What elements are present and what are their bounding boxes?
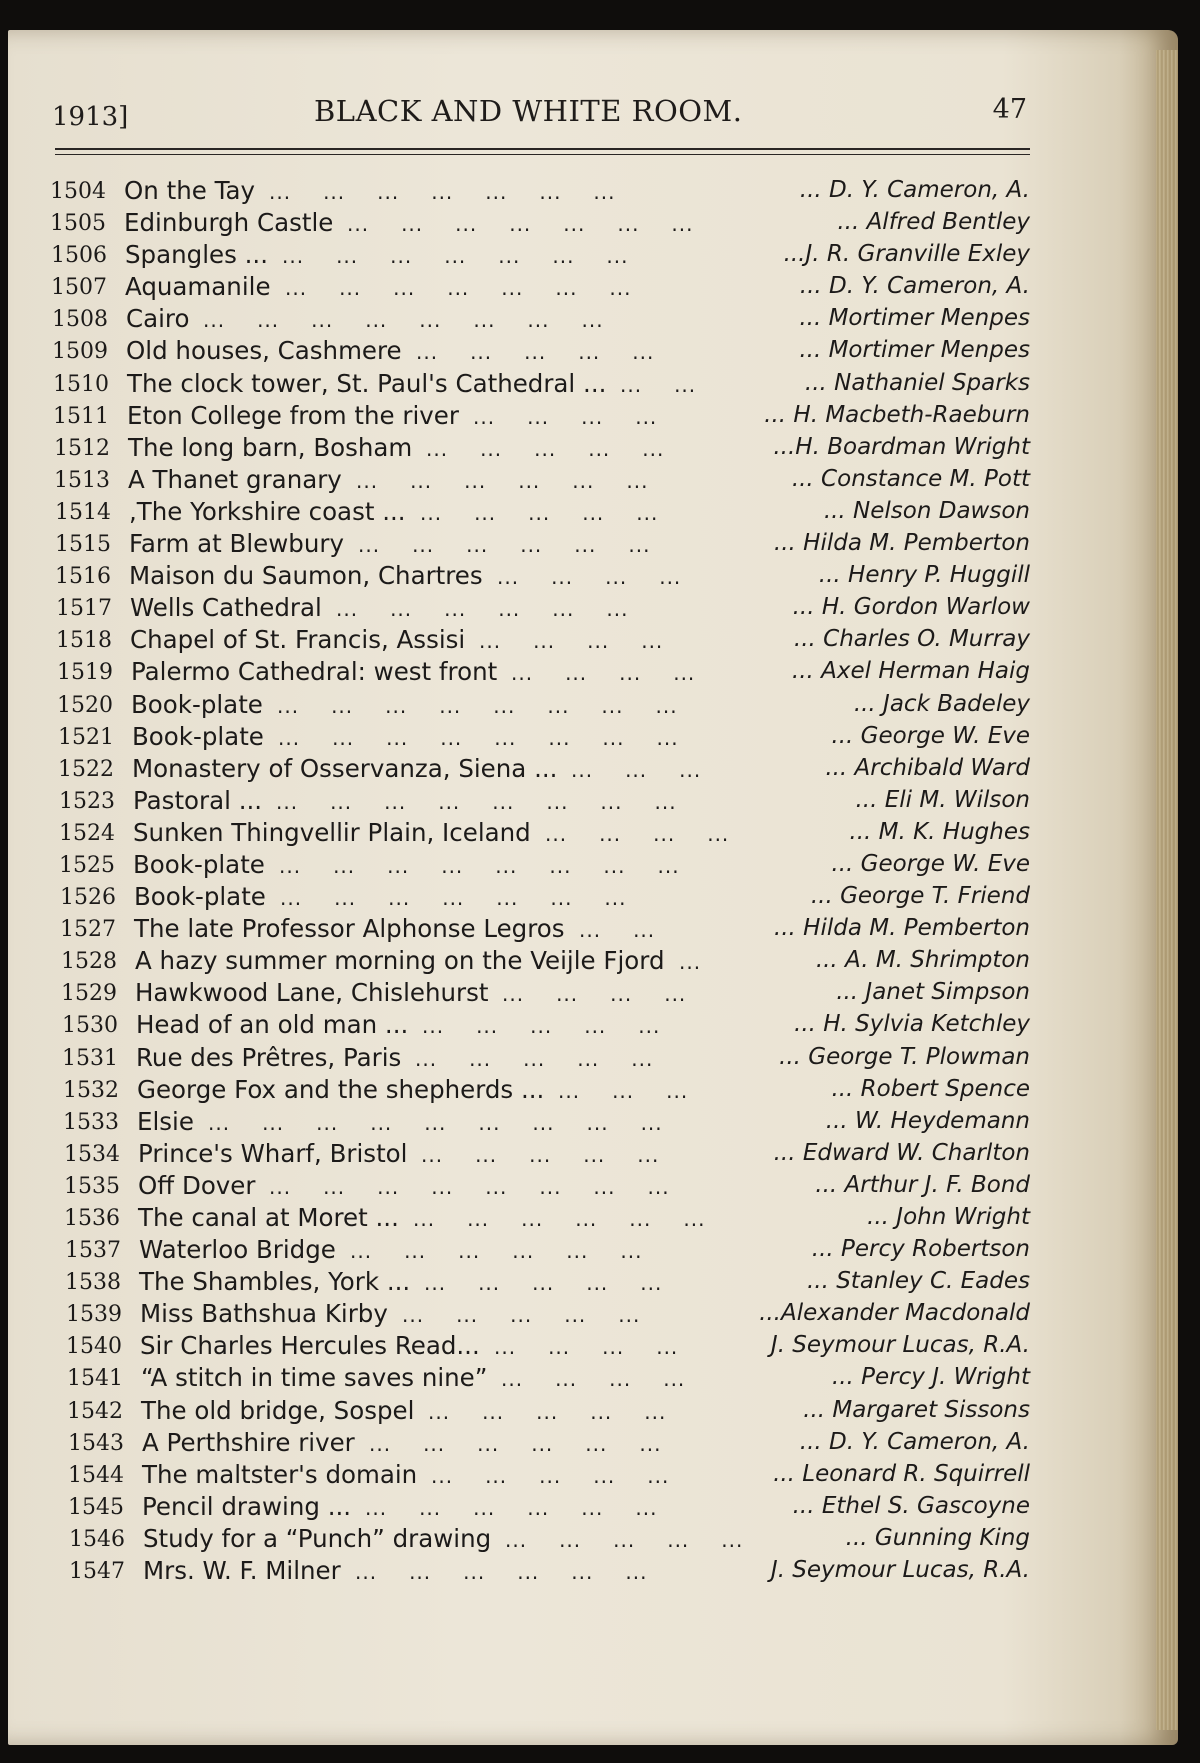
entry-title: Spangles ... [125,240,268,270]
entry-artist: ... Janet Simpson [836,979,1030,1006]
entry-title: George Fox and the shepherds ... [137,1074,545,1104]
catalogue-entry [53,369,1040,401]
entry-number: 1520 [57,692,113,718]
catalogue-entry [63,1075,1040,1107]
catalogue-entry [56,625,1040,657]
entry-number: 1523 [59,788,115,814]
leader-dots: ... ... ... ... [501,1367,686,1392]
entry-number: 1535 [64,1173,120,1199]
entry-title: Book-plate [131,689,263,719]
running-header [52,82,1032,138]
leader-dots: ... ... ... ... ... ... ... [269,180,616,204]
entry-artist: ... George T. Friend [810,883,1030,910]
leader-dots: ... ... ... ... ... ... [369,1431,662,1456]
entry-artist: ... Jack Badeley [853,690,1030,717]
catalogue-entry [65,1235,1040,1267]
entry-title: Wells Cathedral [130,593,322,623]
entry-title: Off Dover [138,1170,256,1200]
catalogue-entry [59,786,1040,818]
catalogue-entry [54,465,1040,497]
entry-artist: ... D. Y. Cameron, A. [799,177,1030,203]
entry-title: Sir Charles Hercules Read... [140,1331,480,1361]
entry-title: Aquamanile [125,272,271,302]
entry-number: 1521 [58,724,114,750]
entry-number: 1511 [53,403,109,429]
catalogue-entry [52,304,1040,336]
entry-artist: ... Percy Robertson [811,1236,1030,1263]
entry-title: Sunken Thingvellir Plain, Iceland [133,817,531,847]
entry-number: 1504 [50,179,106,204]
entry-number: 1542 [67,1398,123,1424]
catalogue-entry [66,1299,1040,1331]
entry-number: 1508 [52,307,108,333]
entry-title: Book-plate [132,721,264,751]
entry-title: The long barn, Bosham [128,432,413,462]
leader-dots: ... ... ... ... [473,404,658,429]
entry-artist: ... Alfred Bentley [837,209,1030,236]
catalogue-entry [64,1171,1040,1203]
entry-artist: ... H. Macbeth-Raeburn [764,401,1030,428]
leader-dots: ... ... ... ... ... ... [336,597,629,622]
catalogue-entry [59,850,1040,882]
leader-dots: ... ... ... ... [545,821,730,846]
entry-title: A hazy summer morning on the Veijle Fjord [135,946,665,976]
catalogue-entry [60,882,1040,914]
entry-title: Miss Bathshua Kirby [140,1299,388,1329]
entry-artist: ... Gunning King [845,1524,1030,1551]
entry-artist: ... Leonard R. Squirrell [773,1460,1030,1487]
catalogue-entry [54,433,1040,465]
catalogue-entry [57,690,1040,722]
entry-title: Book-plate [133,849,265,879]
entry-number: 1538 [65,1270,121,1296]
entry-title: The late Professor Alphonse Legros [134,914,565,944]
entry-artist: ... Robert Spence [831,1075,1030,1102]
entry-artist: ... Eli M. Wilson [855,786,1030,813]
header-rule-thin [55,154,1030,155]
entry-artist: ... Edward W. Charlton [773,1139,1030,1166]
entry-title: Farm at Blewbury [129,529,344,559]
entry-number: 1506 [51,243,107,269]
catalogue-entry [59,818,1040,850]
catalogue-entry [63,1107,1040,1139]
leader-dots: ... ... ... ... ... ... ... [282,244,629,269]
entry-artist: ... D. Y. Cameron, A. [799,1428,1030,1455]
catalogue-entry [69,1524,1040,1556]
leader-dots: ... ... ... ... ... [431,1463,670,1488]
leader-dots: ... ... ... ... ... ... [358,533,651,558]
entry-number: 1519 [57,660,113,686]
entry-artist: ... Arthur J. F. Bond [815,1171,1030,1198]
entry-artist: ... H. Sylvia Ketchley [794,1011,1030,1038]
entry-artist: ... Mortimer Menpes [799,305,1030,332]
entry-number: 1524 [59,820,115,846]
catalogue-entry [62,1043,1040,1075]
entry-title: Old houses, Cashmere [126,336,402,366]
entry-title: The maltster's domain [142,1459,418,1489]
catalogue-entry [65,1267,1040,1299]
entry-artist: ... Henry P. Huggill [818,562,1030,589]
catalogue-entry [60,914,1040,946]
entry-title: The Shambles, York ... [139,1267,411,1297]
entry-title: The canal at Moret ... [138,1203,399,1232]
entry-number: 1529 [61,981,117,1007]
leader-dots: ... ... ... ... ... ... ... [347,212,694,237]
entry-title: Maison du Saumon, Chartres [129,561,483,591]
entry-number: 1532 [63,1077,119,1103]
leader-dots: ... ... ... ... ... [422,1014,661,1039]
entry-artist: ... Hilda M. Pemberton [773,915,1030,942]
entry-number: 1516 [55,564,111,590]
leader-dots: ... ... ... ... ... ... [355,1560,648,1585]
entry-title: Study for a “Punch” drawing [143,1523,492,1553]
catalogue-entry [51,272,1040,304]
entry-title: Mrs. W. F. Milner [143,1556,341,1586]
catalogue-entry [67,1396,1040,1428]
leader-dots: ... ... ... ... ... [421,1142,660,1167]
entry-artist: ... John Wright [867,1204,1030,1230]
entry-artist: ... Stanley C. Eades [806,1268,1030,1295]
leader-dots: ... ... ... ... ... [424,1271,663,1296]
entry-artist: ... Charles O. Murray [793,626,1030,653]
entry-number: 1543 [68,1430,124,1456]
entry-artist: ... George W. Eve [831,850,1030,877]
entry-artist: ... George W. Eve [831,722,1030,749]
catalogue-entry [68,1492,1040,1524]
entry-title: Rue des Prêtres, Paris [136,1042,402,1072]
leader-dots: ... ... ... ... ... ... ... [280,886,627,911]
catalogue-entry [67,1363,1040,1395]
entry-artist: ... H. Gordon Warlow [792,594,1030,621]
entry-title: Edinburgh Castle [124,208,334,238]
catalogue-entry [64,1203,1040,1235]
entry-number: 1544 [68,1462,124,1488]
leader-dots: ... ... ... ... ... ... ... ... [279,853,680,878]
leader-dots: ... ... ... ... ... [426,436,665,461]
entry-number: 1517 [56,596,112,622]
entry-artist: ... A. M. Shrimpton [815,947,1030,974]
catalogue-entry [68,1428,1040,1460]
entry-title: Prince's Wharf, Bristol [138,1138,408,1168]
entry-title: A Perthshire river [142,1427,355,1457]
entry-number: 1522 [58,756,114,782]
entry-artist: ... Nathaniel Sparks [804,369,1030,396]
entry-number: 1514 [55,499,111,525]
entry-title: Pencil drawing ... [142,1491,352,1521]
leader-dots: ... ... ... ... ... ... ... [285,276,632,301]
entry-artist: ... M. K. Hughes [849,818,1030,845]
leader-dots: ... ... [579,918,656,943]
leader-dots: ... [679,950,702,975]
entry-number: 1547 [69,1559,125,1585]
entry-artist: ...J. R. Granville Exley [783,241,1030,268]
catalogue-entry [50,176,1040,208]
entry-number: 1513 [54,467,110,493]
catalogue-entry [53,401,1040,433]
leader-dots: ... ... ... ... [494,1335,679,1360]
leader-dots: ... ... ... ... ... [416,340,655,365]
entry-number: 1505 [50,211,106,237]
entry-title: Palermo Cathedral: west front [131,657,498,687]
entry-number: 1510 [53,371,109,397]
entry-title: On the Tay [124,176,256,205]
entry-title: Book-plate [134,882,266,912]
entry-artist: ...H. Boardman Wright [773,433,1030,460]
entry-number: 1526 [60,885,116,911]
entry-number: 1530 [62,1013,118,1039]
entry-title: Waterloo Bridge [139,1235,336,1265]
leader-dots: ... ... ... ... [497,565,682,590]
entry-title: The old bridge, Sospel [141,1395,415,1425]
leader-dots: ... ... ... ... ... ... ... ... [278,725,679,750]
entry-number: 1512 [54,435,110,461]
catalogue-entry [62,1010,1040,1042]
leader-dots: ... ... ... [571,757,702,782]
entry-number: 1541 [67,1366,123,1392]
entry-number: 1507 [51,275,107,301]
leader-dots: ... ... ... ... ... [415,1046,654,1071]
catalogue-entry [55,497,1040,529]
entry-title: Monastery of Osservanza, Siena ... [132,753,558,783]
leader-dots: ... ... ... ... ... ... ... ... [277,693,678,718]
leader-dots: ... ... ... ... ... ... [356,468,649,493]
entry-number: 1540 [66,1334,122,1360]
entry-artist: ... Margaret Sissons [803,1396,1030,1423]
entry-title: Chapel of St. Francis, Assisi [130,625,466,655]
catalogue-entry [58,754,1040,786]
leader-dots: ... ... ... ... [502,982,687,1007]
leader-dots: ... ... ... ... ... [428,1399,667,1424]
entry-title: Eton College from the river [127,400,459,430]
entry-number: 1528 [61,949,117,975]
leader-dots: ... ... ... ... ... [420,500,659,525]
entry-artist: ... Axel Herman Haig [791,658,1030,685]
entry-title: A Thanet granary [128,464,342,494]
entry-number: 1527 [60,917,116,943]
header-year: 1913] [52,102,129,132]
entry-artist: J. Seymour Lucas, R.A. [770,1332,1030,1359]
catalogue-entry [55,529,1040,561]
entry-title: Hawkwood Lane, Chislehurst [135,978,489,1008]
leader-dots: ... ... ... ... ... [402,1303,641,1328]
entry-title: ,The Yorkshire coast ... [129,496,406,526]
entry-artist: ... George T. Plowman [779,1043,1030,1070]
catalogue-list [50,176,1040,1588]
entry-title: “A stitch in time saves nine” [141,1363,488,1393]
catalogue-entry [57,657,1040,689]
header-title: BLACK AND WHITE ROOM. [314,94,743,128]
catalogue-entry [56,593,1040,625]
leader-dots: ... ... ... ... ... ... ... ... [269,1174,670,1199]
entry-artist: ... W. Heydemann [825,1107,1030,1134]
catalogue-entry [51,240,1040,272]
leader-dots: ... ... ... ... [511,661,696,686]
catalogue-entry [66,1331,1040,1363]
leader-dots: ... ... ... ... ... ... [365,1495,658,1520]
leader-dots: ... ... ... ... ... ... ... ... [276,789,677,814]
entry-number: 1537 [65,1238,121,1264]
entry-title: The clock tower, St. Paul's Cathedral ... [127,368,607,398]
entry-artist: ... Ethel S. Gascoyne [792,1492,1030,1519]
leader-dots: ... ... ... ... ... ... ... ... [203,308,604,333]
catalogue-entry [61,946,1040,978]
catalogue-entry [64,1139,1040,1171]
entry-artist: ... Nelson Dawson [823,497,1030,524]
entry-number: 1531 [62,1045,118,1071]
leader-dots: ... ... ... ... ... ... ... ... ... [208,1110,663,1135]
entry-artist: ... Constance M. Pott [791,465,1030,492]
leader-dots: ... ... ... ... ... ... [350,1239,643,1264]
entry-number: 1515 [55,532,111,558]
entry-artist: ... Hilda M. Pemberton [773,530,1030,557]
entry-number: 1525 [59,852,115,878]
catalogue-entry [55,561,1040,593]
entry-number: 1546 [69,1526,125,1552]
entry-number: 1536 [64,1206,120,1231]
catalogue-entry [61,978,1040,1010]
header-rule [55,148,1030,150]
leader-dots: ... ... ... ... [479,629,664,654]
entry-number: 1534 [64,1141,120,1167]
entry-number: 1518 [56,628,112,654]
catalogue-entry [50,208,1040,240]
entry-artist: ... Archibald Ward [825,754,1030,781]
leader-dots: ... ... [620,372,697,397]
entry-artist: ... Percy J. Wright [831,1364,1030,1391]
catalogue-entry [52,336,1040,368]
catalogue-entry [68,1460,1040,1492]
entry-artist: J. Seymour Lucas, R.A. [770,1557,1030,1584]
entry-number: 1533 [63,1109,119,1135]
entry-number: 1545 [68,1494,124,1520]
entry-artist: ...Alexander Macdonald [759,1300,1030,1327]
entry-number: 1509 [52,339,108,365]
entry-title: Head of an old man ... [136,1010,409,1040]
entry-number: 1539 [66,1302,122,1328]
entry-title: Cairo [126,304,190,334]
catalogue-entry [58,722,1040,754]
entry-artist: ... D. Y. Cameron, A. [799,273,1030,300]
page-number: 47 [992,94,1027,125]
leader-dots: ... ... ... ... ... [505,1527,744,1552]
catalogue-entry [69,1556,1040,1588]
entry-artist: ... Mortimer Menpes [799,337,1030,364]
leader-dots: ... ... ... ... ... ... [413,1207,706,1231]
leader-dots: ... ... ... [558,1078,689,1103]
entry-title: Pastoral ... [133,785,263,815]
entry-title: Elsie [137,1106,194,1136]
page-edge [1156,50,1178,1730]
